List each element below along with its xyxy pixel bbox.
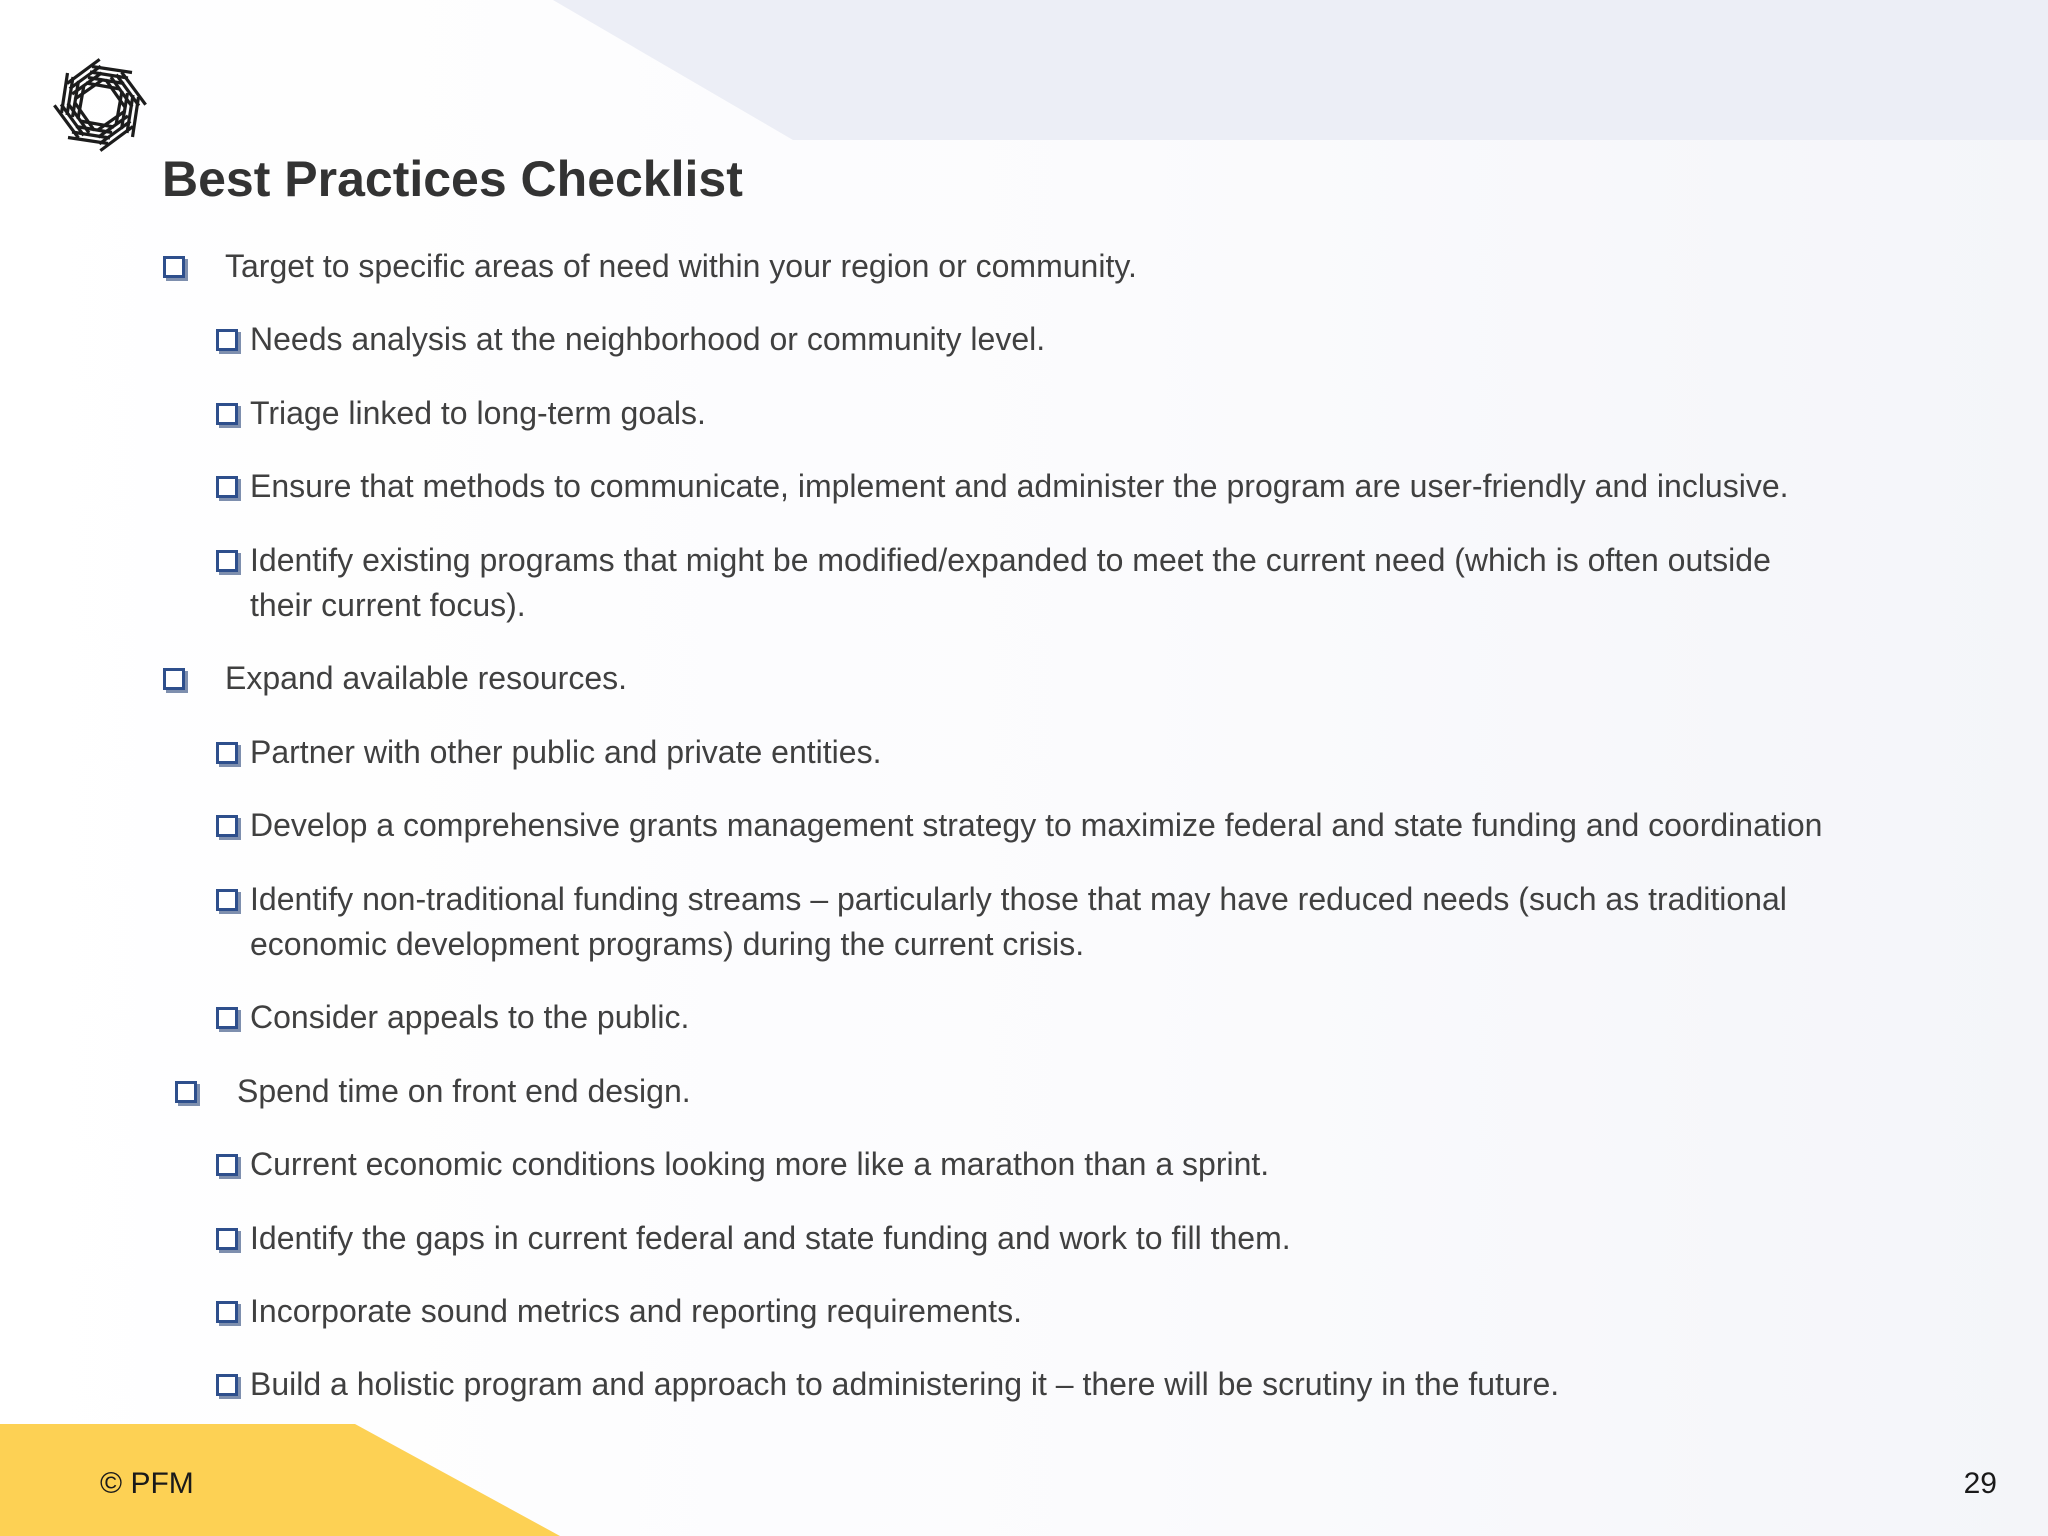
checklist-item: Expand available resources. (225, 656, 627, 701)
checkbox-icon (216, 1154, 238, 1176)
checklist-item: Spend time on front end design. (237, 1069, 691, 1114)
footer-band (0, 1420, 560, 1536)
checkbox-icon (216, 476, 238, 498)
checklist-subitem: Develop a comprehensive grants management strategy to maximize federal and state funding and coordination (250, 803, 1822, 848)
checkbox-icon (216, 329, 238, 351)
checkbox-icon (216, 815, 238, 837)
checkbox-icon (216, 889, 238, 911)
page-number: 29 (1963, 1467, 1997, 1500)
page-title: Best Practices Checklist (162, 151, 743, 207)
checklist-subitem: Identify existing programs that might be modified/expanded to meet the current need (which is often outside their current focus). (250, 538, 1771, 628)
checklist-subitem: Build a holistic program and approach to administering it – there will be scrutiny in the future. (250, 1362, 1559, 1407)
checkbox-icon (216, 1374, 238, 1396)
checkbox-icon (216, 403, 238, 425)
checkbox-icon (216, 742, 238, 764)
copyright-footer: © PFM (100, 1467, 194, 1500)
checklist-item: Target to specific areas of need within your region or community. (225, 244, 1137, 289)
checklist-subitem: Identify non-traditional funding streams – particularly those that may have reduced needs (such as traditional economic development programs) during the current crisis. (250, 877, 1787, 967)
checkbox-icon (163, 668, 185, 690)
checkbox-icon (216, 1007, 238, 1029)
checklist-subitem: Current economic conditions looking more like a marathon than a sprint. (250, 1142, 1269, 1187)
checklist-subitem: Incorporate sound metrics and reporting requirements. (250, 1289, 1022, 1334)
checklist-subitem: Consider appeals to the public. (250, 995, 689, 1040)
checkbox-icon (216, 550, 238, 572)
checkbox-icon (175, 1081, 197, 1103)
checklist-subitem: Needs analysis at the neighborhood or community level. (250, 317, 1045, 362)
checklist-subitem: Identify the gaps in current federal and state funding and work to fill them. (250, 1216, 1291, 1261)
checklist-subitem: Triage linked to long-term goals. (250, 391, 706, 436)
checklist-subitem: Partner with other public and private entities. (250, 730, 881, 775)
checkbox-icon (216, 1228, 238, 1250)
checklist-subitem: Ensure that methods to communicate, implement and administer the program are user-friendly and inclusive. (250, 464, 1789, 509)
checkbox-icon (163, 256, 185, 278)
checkbox-icon (216, 1301, 238, 1323)
